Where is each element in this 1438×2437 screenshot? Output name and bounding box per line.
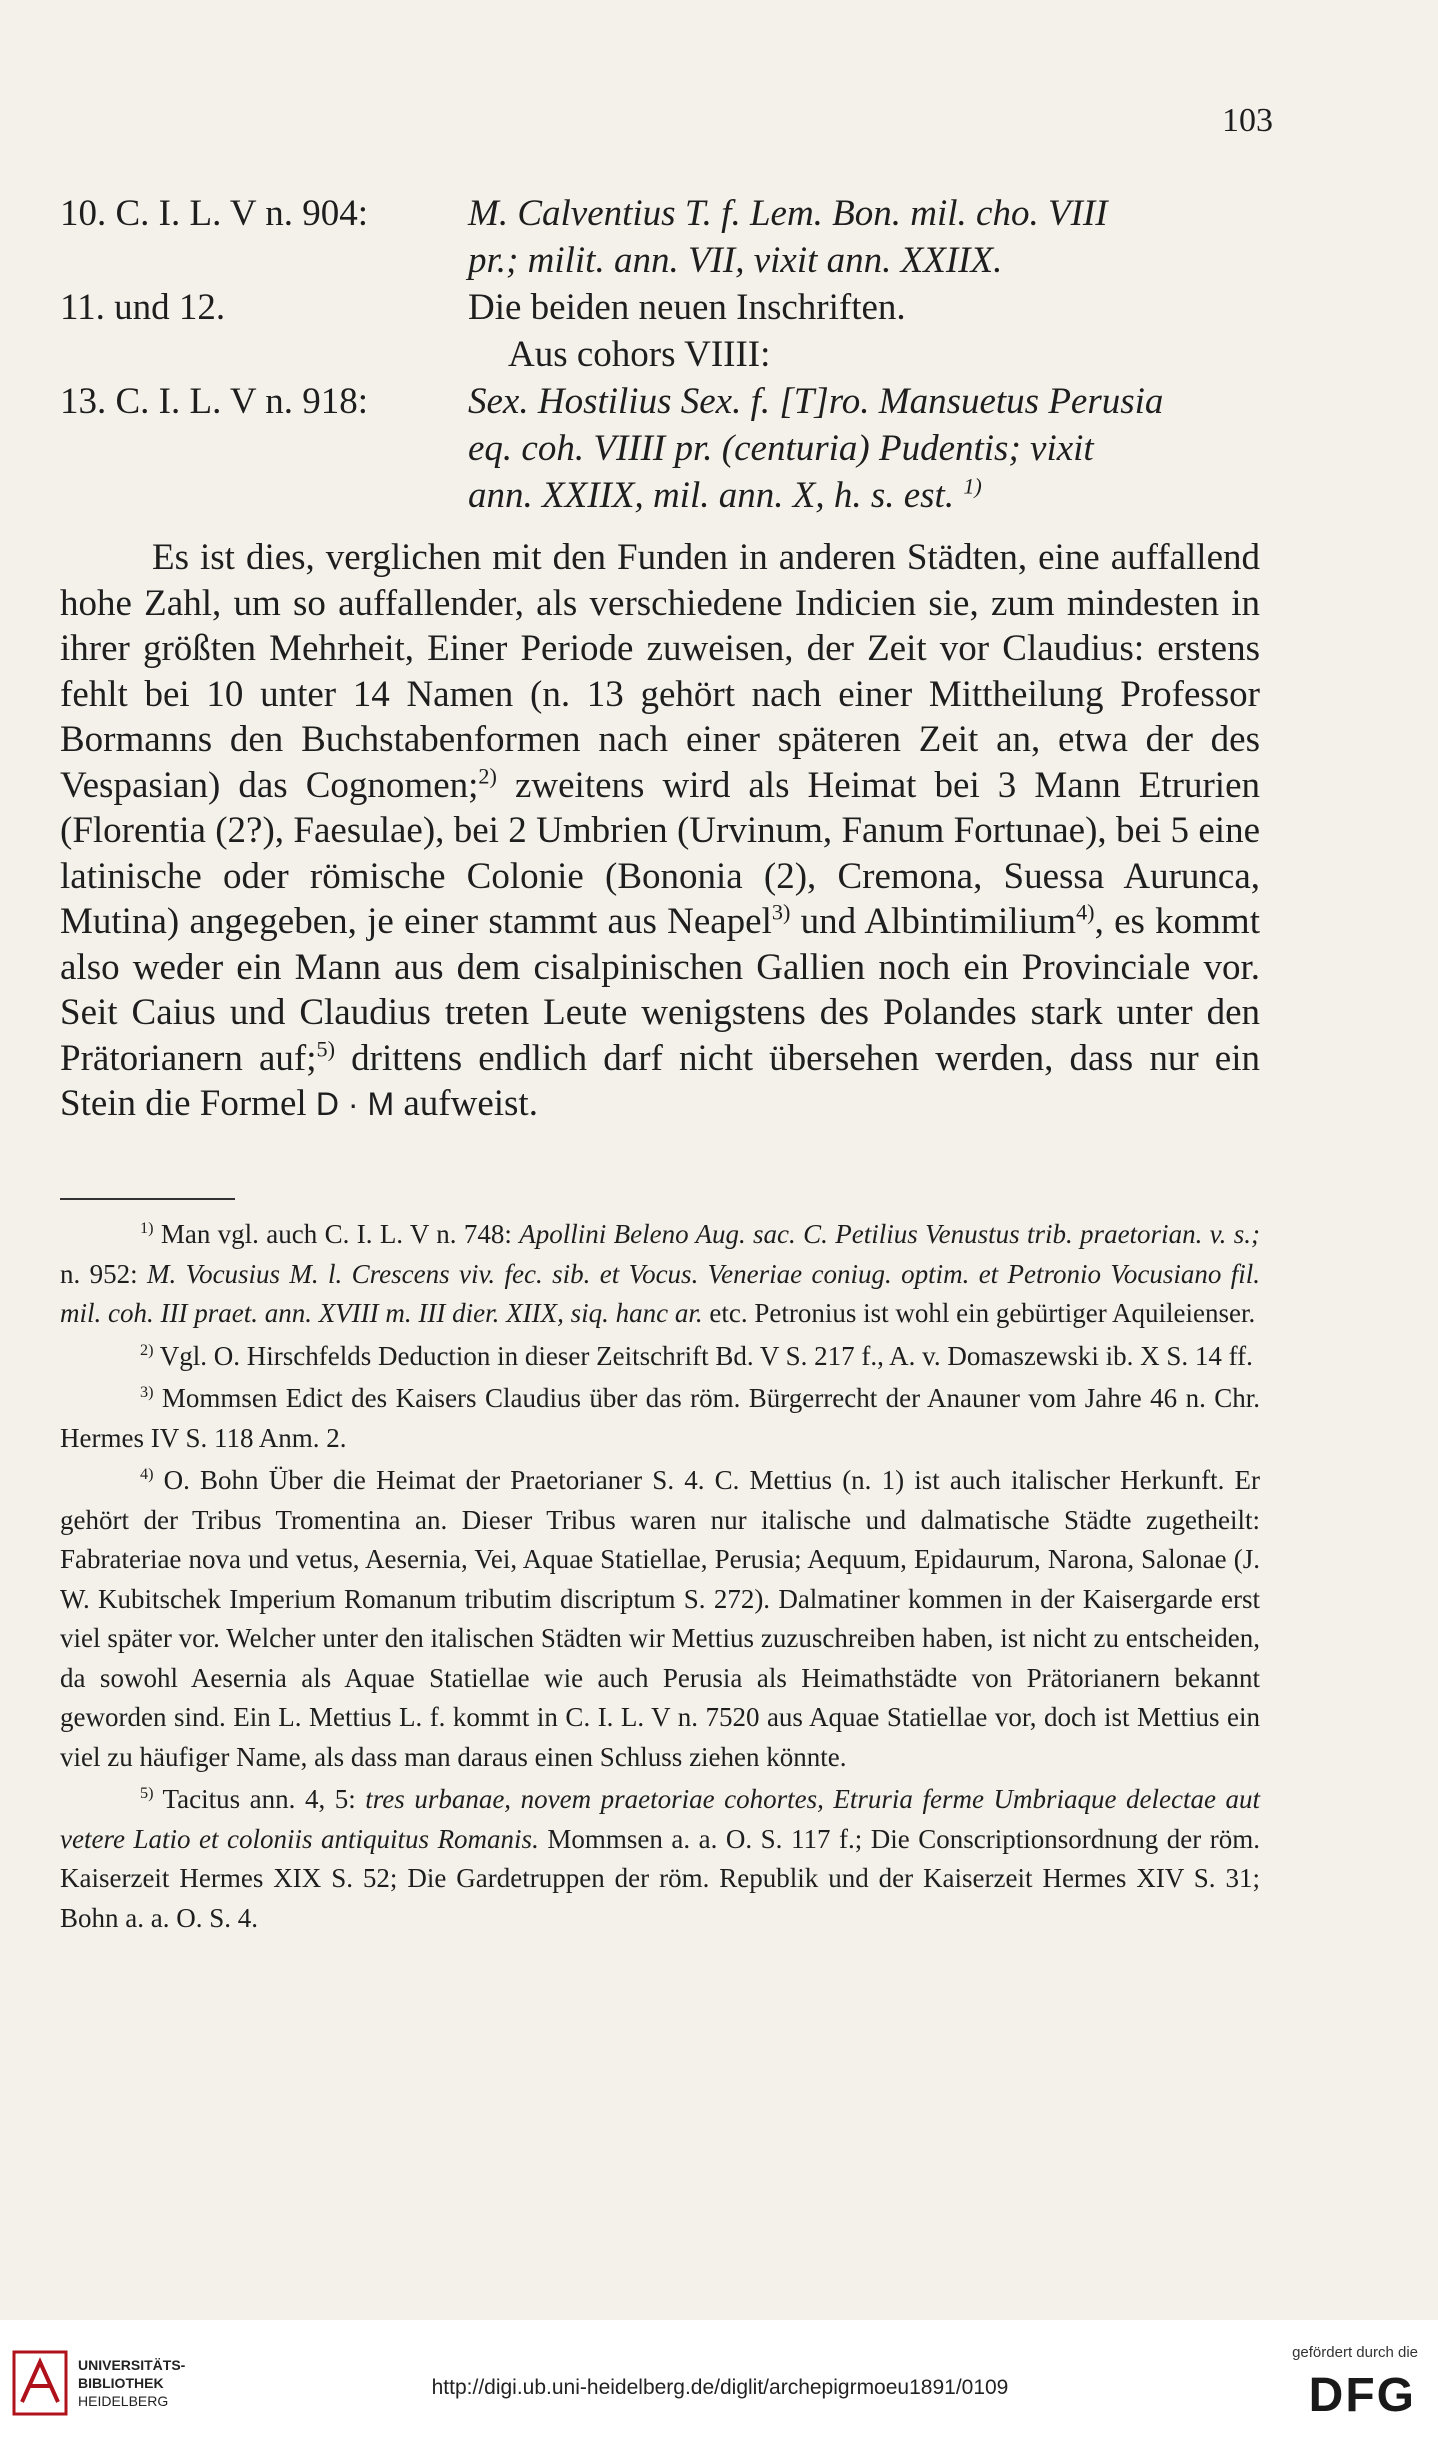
permalink-url[interactable]: http://digi.ub.uni-heidelberg.de/diglit/archepigrmoeu1891/0109	[431, 2376, 1009, 2399]
footnote-ref: 1)	[963, 473, 982, 499]
entry-line: eq. coh. VIIII pr. (centuria) Pudentis; vixit	[468, 428, 1094, 469]
entry-line: Sex. Hostilius Sex. f. [T]ro. Mansuetus Perusia	[468, 381, 1164, 422]
footnote-text: n. 952:	[60, 1258, 147, 1289]
footnote-divider	[60, 1198, 235, 1200]
entry-line	[468, 472, 1265, 519]
footnote-text: Mommsen Edict des Kaisers Claudius über das röm. Bürgerrecht der Anauner vom Jahre 46 n. Chr. Hermes IV S. 118 Anm. 2.	[60, 1383, 1260, 1453]
paragraph-text: Es ist dies, verglichen mit den Funden in anderen Städten, eine auffallend hohe Zahl, um so auffallender, als verschiedene Indicien sie, zum mindesten in ihrer größten Mehrheit, Einer Periode zuweisen, der Zeit vor Claudius: erstens fehlt bei 10 unter 14 Namen (n. 13 gehört nach einer Mittheilung Professor Bormanns den Buchstabenformen nach einer späteren Zeit an, etwa der des Vespasian) das Cognomen;	[60, 537, 1260, 806]
library-name	[78, 2356, 185, 2410]
entry-line: pr.; milit. ann. VII, vixit ann. XXIIX.	[468, 240, 1003, 281]
footnote-4	[60, 1461, 1260, 1777]
footnotes	[60, 1215, 1260, 1941]
footnote-ref: 3)	[771, 899, 791, 925]
digitization-footer	[0, 2320, 1438, 2437]
funded-by-label: gefördert durch die	[1292, 2344, 1418, 2361]
formula-text: D · M	[315, 1086, 395, 1122]
entry-line-text: ann. XXIIX, mil. ann. X, h. s. est.	[468, 475, 955, 516]
inscription-entry-10	[60, 190, 1265, 284]
university-library-seal-icon	[12, 2350, 68, 2416]
footnote-italic: Apollini Beleno Aug. sac. C. Petilius Venustus trib. praetorian. v. s.;	[519, 1219, 1261, 1249]
entry-text	[468, 378, 1265, 519]
footnote-ref: 4)	[1076, 899, 1095, 925]
inscription-entry-11-12	[60, 284, 1265, 331]
dfg-logo: DFG	[1308, 2369, 1416, 2422]
library-name-line: BIBLIOTHEK	[78, 2375, 164, 2391]
footnote-1	[60, 1215, 1260, 1334]
library-name-line: HEIDELBERG	[78, 2393, 169, 2409]
entry-text: Die beiden neuen Inschriften.	[468, 287, 906, 328]
paragraph-text: und Albintimilium	[790, 901, 1077, 942]
footnote-2	[60, 1337, 1260, 1377]
entry-line: M. Calventius T. f. Lem. Bon. mil. cho. VIII	[468, 193, 1108, 234]
inscription-entry-13	[60, 378, 1265, 519]
footnote-mark: 1)	[140, 1219, 154, 1237]
footnote-text: Vgl. O. Hirschfelds Deduction in dieser Zeitschrift Bd. V S. 217 f., A. v. Domaszewski ib. X S. 14 ff.	[153, 1340, 1253, 1371]
entry-reference: 11. und 12.	[60, 287, 226, 328]
page-number: 103	[1222, 102, 1273, 139]
library-name-line: UNIVERSITÄTS-	[78, 2357, 186, 2373]
entry-reference: 13. C. I. L. V n. 918:	[60, 381, 369, 422]
footnote-mark: 2)	[140, 1340, 154, 1359]
paragraph-text: zweitens wird als Heimat bei 3 Mann Etrurien (Florentia (2?), Faesulae), bei 2 Umbrien (Urvinum, Fanum Fortunae), bei 5 eine latinische oder römische Colonie (Bononia (2), Cremona, Suessa Aurunca, Mutina) angegeben, je einer stammt aus Neapel	[60, 764, 1260, 942]
footnote-text: O. Bohn Über die Heimat der Praetorianer S. 4. C. Mettius (n. 1) ist auch italischer Herkunft. Er gehört der Tribus Tromentina an. Dieser Tribus waren nur italische und dalmatische Städte zugetheilt: Fabrateriae nova und vetus, Aesernia, Vei, Aquae Statiellae, Perusia; Aequum, Epidaurum, Narona, Salonae (J. W. Kubitschek Imperium Romanum tributim discriptum S. 272). Dalmatiner kommen in der Kaisergarde erst viel später vor. Welcher unter den italischen Städten wir Mettius zuzuschreiben haben, ist nicht zu entscheiden, da sowohl Aesernia als Aquae Statiellae wie auch Perusia als Heimathstädte von Prätorianern bekannt geworden sind. Ein L. Mettius L. f. kommt in C. I. L. V n. 7520 aus Aquae Statiellae vor, doch ist Mettius ein viel zu häufiger Name, als dass man daraus einen Schluss ziehen könnte.	[60, 1465, 1260, 1772]
footnote-text: Tacitus ann. 4, 5:	[153, 1784, 366, 1814]
footnote-text: Man vgl. auch C. I. L. V n. 748:	[153, 1219, 520, 1249]
footnote-italic: M. Vocusius M. l. Crescens viv. fec. sib. et Vocus. Veneriae coniug. optim. et Petronio Vocusiano fil. mil. coh. III praet. ann. XVIII m. III dier. XIIX, siq. hanc ar.	[60, 1258, 1260, 1328]
footnote-ref: 2)	[478, 763, 497, 789]
footnote-mark: 4)	[140, 1465, 154, 1483]
paragraph-text: aufweist.	[394, 1083, 538, 1124]
entry-reference: 10. C. I. L. V n. 904:	[60, 193, 369, 234]
footnote-text: etc. Petronius ist wohl ein gebürtiger Aquileienser.	[702, 1298, 1256, 1328]
footnote-text: Mommsen a. a. O. S. 117 f.; Die Conscriptionsordnung der röm. Kaiserzeit Hermes XIX S. 52; Die Gardetruppen der röm. Republik und der Kaiserzeit Hermes XIV S. 31; Bohn a. a. O. S. 4.	[60, 1823, 1260, 1933]
footnote-italic: tres urbanae, novem praetoriae cohortes, Etruria ferme Umbriaque delectae aut vetere Latio et coloniis antiquitus Romanis.	[60, 1784, 1260, 1854]
footnote-3	[60, 1379, 1260, 1458]
inscription-list	[60, 190, 1265, 519]
footnote-ref: 5)	[316, 1036, 336, 1062]
footnote-5	[60, 1780, 1260, 1938]
footnote-mark: 5)	[140, 1784, 154, 1802]
entry-text	[468, 190, 1265, 284]
footnote-mark: 3)	[140, 1383, 154, 1401]
main-paragraph	[60, 535, 1260, 1128]
cohort-heading: Aus cohors VIIII:	[508, 334, 771, 375]
paragraph-text: , es kommt also weder ein Mann aus dem cisalpinischen Gallien noch ein Provinciale vor. Seit Caius und Claudius treten Leute wenigstens des Polandes stark unter den Prätorianern auf;	[60, 901, 1260, 1079]
paragraph-text: drittens endlich darf nicht übersehen werden, dass nur ein Stein die Formel	[60, 1037, 1260, 1124]
